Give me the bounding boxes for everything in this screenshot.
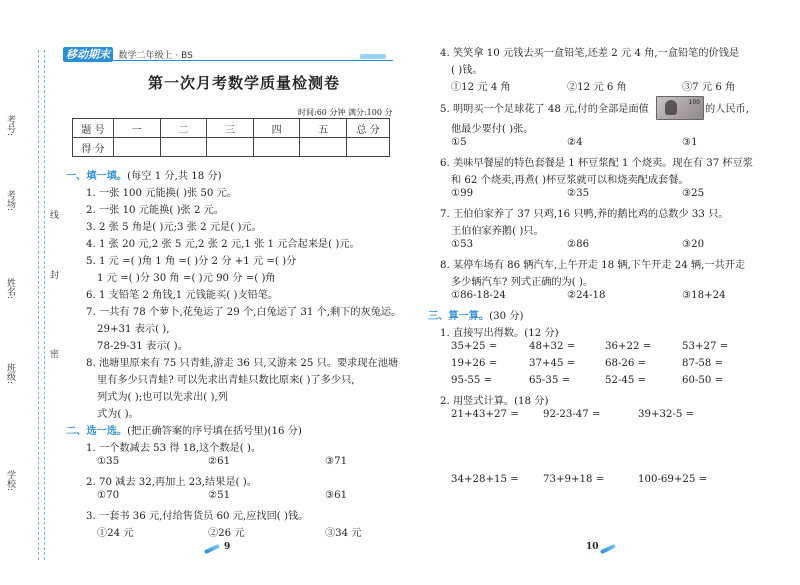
question-line: 王伯伯家养鹅( )只。 <box>451 226 544 237</box>
exam-number-label: 考号: <box>5 115 15 137</box>
question-line: 1. 一个数减去 53 得 18,这个数是( )。 <box>86 443 262 454</box>
part-heading: 1. 直接写出得数。(12 分) <box>440 328 559 339</box>
question-line: 多少辆汽车? 列式正确的为( )。 <box>451 277 594 288</box>
cut-line <box>38 50 39 560</box>
option: ①99 <box>451 188 474 199</box>
option: ③20 <box>682 239 705 250</box>
section-title: 三、算一算。 <box>428 311 490 322</box>
header-rule <box>63 60 393 61</box>
option: ①86-18-24 <box>451 290 506 301</box>
option: ③18+24 <box>682 290 726 301</box>
table-cell: 一 <box>114 119 161 138</box>
book-name: 数学二年级上 · BS <box>118 51 193 61</box>
question-line: 5. 明明买一个足球花了 48 元,付的全部是面值 <box>440 104 649 115</box>
question-line: 2. 一张 10 元能换( )张 2 元。 <box>86 205 225 216</box>
question-line: 8. 某停车场有 86 辆汽车,上午开走 18 辆,下午开走 24 辆,一共开走 <box>440 260 746 271</box>
vertical-calc-item: 100-69+25 = <box>638 474 708 485</box>
score-table <box>72 118 390 157</box>
question-line: 6. 美味早餐屋的特色套餐是 1 杯豆浆配 1 个烧卖。现在有 37 杯豆浆 <box>440 158 753 169</box>
calc-item: 65-35 = <box>529 375 571 386</box>
question-line: 的人民币, <box>705 104 749 115</box>
table-cell: 三 <box>207 119 254 138</box>
exam-room-label: 考场: <box>5 190 15 212</box>
calc-item: 95-55 = <box>451 375 493 386</box>
binding-char-secret: 密 <box>50 350 60 360</box>
section-note: (把正确答案的序号填在括号里)(16 分) <box>127 426 302 437</box>
calc-item: 68-26 = <box>605 358 647 369</box>
table-cell: 二 <box>160 119 207 138</box>
exam-title: 第一次月考数学质量检测卷 <box>148 74 341 92</box>
score-cell[interactable] <box>114 138 161 157</box>
table-cell: 题 号 <box>73 119 114 138</box>
question-line: 式为( )。 <box>97 409 139 420</box>
option: ③61 <box>325 490 348 501</box>
vertical-calc-item: 21+43+27 = <box>451 409 519 420</box>
score-cell[interactable] <box>253 138 300 157</box>
score-cell[interactable] <box>300 138 347 157</box>
table-cell: 得 分 <box>73 138 114 157</box>
option: ②86 <box>567 239 590 250</box>
option: ②51 <box>208 490 231 501</box>
page-number-right: 10 <box>586 542 599 552</box>
calc-item: 35+25 = <box>451 341 498 352</box>
part-heading: 2. 用竖式计算。(18 分) <box>440 396 549 407</box>
section-3-heading <box>428 307 523 322</box>
option: ③25 <box>682 188 705 199</box>
section-1-heading <box>66 167 222 182</box>
binding-char-seal: 封 <box>50 271 60 281</box>
option: ①24 元 <box>97 528 134 539</box>
table-cell: 四 <box>253 119 300 138</box>
vertical-calc-item: 92-23-47 = <box>543 409 601 420</box>
binding-margin <box>0 0 62 585</box>
question-line: 2. 70 减去 32,再加上 23,结果是( )。 <box>86 477 257 488</box>
section-title: 二、选一选。 <box>66 426 128 437</box>
question-line: 4. 1 张 20 元,2 张 5 元,2 张 2 元,1 张 1 元合起来是( )元。 <box>86 239 360 250</box>
calc-item: 52-45 = <box>605 375 647 386</box>
option: ②61 <box>208 456 231 467</box>
brand-name: 移动期末 <box>63 47 113 62</box>
question-line: 7. 王伯伯家养了 37 只鸡,16 只鸭,养的鹅比鸡的总数少 33 只。 <box>440 209 729 220</box>
section-2-heading <box>66 422 302 437</box>
option: ②35 <box>567 188 590 199</box>
calc-item: 48+32 = <box>529 341 576 352</box>
score-cell[interactable] <box>160 138 207 157</box>
option: ②24-18 <box>567 290 606 301</box>
calc-item: 53+27 = <box>682 341 729 352</box>
vertical-calc-item: 73+9+18 = <box>543 474 605 485</box>
section-note: (每空 1 分,共 18 分) <box>127 171 222 182</box>
exam-meta: 时间:60 分钟 满分:100 分 <box>298 108 393 117</box>
option: ①5 <box>451 137 467 148</box>
option: ②4 <box>567 137 583 148</box>
option: ②26 元 <box>208 528 245 539</box>
option: ①70 <box>97 490 120 501</box>
question-line: 里有多少只青蛙? 可以先求出青蛙只数比原来( )了多少只, <box>97 375 355 386</box>
question-line: 5. 1 元 =( )角 1 角 =( )分 2 分 +1 元 =( )分 <box>86 256 297 267</box>
question-line: ( )钱。 <box>451 65 483 76</box>
calc-item: 87-58 = <box>682 358 724 369</box>
option: ①53 <box>451 239 474 250</box>
header-tag <box>360 54 386 59</box>
option: ③71 <box>325 456 348 467</box>
question-line: 7. 一共有 78 个萝卜,花兔运了 29 个,白兔运了 31 个,剩下的灰兔运。 <box>86 307 402 318</box>
question-line: 1. 一张 100 元能换( )张 50 元。 <box>86 188 238 199</box>
question-line: 1 元 =( )分 30 角 =( )元 90 分 =( )角 <box>97 273 276 284</box>
page-number-left: 9 <box>224 542 231 552</box>
option: ①12 元 4 角 <box>451 82 511 93</box>
question-line: 29+31 表示( ), <box>97 324 170 335</box>
question-line: 和 62 个烧卖,再煮( )杯豆浆就可以和烧卖配成套餐。 <box>451 175 689 186</box>
section-note: (30 分) <box>489 311 524 322</box>
option: ③1 <box>682 137 698 148</box>
question-line: 3. 一套书 36 元,付给售货员 60 元,应找回( )钱。 <box>86 511 309 522</box>
banknote-value: 100 <box>688 99 700 106</box>
table-cell: 总 分 <box>347 119 390 138</box>
pen-icon <box>204 544 220 554</box>
section-title: 一、填一填。 <box>66 171 128 182</box>
binding-char-line: 线 <box>50 211 60 221</box>
score-cell[interactable] <box>347 138 390 157</box>
option: ②12 元 6 角 <box>567 82 627 93</box>
calc-item: 19+26 = <box>451 358 498 369</box>
table-cell: 五 <box>300 119 347 138</box>
calc-item: 37+45 = <box>529 358 576 369</box>
question-line: 6. 1 支铅笔 2 角钱,1 元钱能买( )支铅笔。 <box>86 290 279 301</box>
option: ③7 元 6 角 <box>682 82 736 93</box>
score-table-header-row <box>73 119 390 138</box>
name-label: 姓名: <box>5 278 15 300</box>
banknote-image <box>656 96 704 120</box>
option: ③34 元 <box>325 528 362 539</box>
question-line: 8. 池塘里原来有 75 只青蛙,游走 36 只,又游来 25 只。要求现在池塘 <box>86 358 399 369</box>
question-line: 4. 笑笑拿 10 元钱去买一盒铅笔,还差 2 元 4 角,一盒铅笔的价钱是 <box>440 48 740 59</box>
score-table-score-row <box>73 138 390 157</box>
calc-item: 60-50 = <box>682 375 724 386</box>
option: ①35 <box>97 456 120 467</box>
question-line: 他最少要付( )张。 <box>451 124 534 135</box>
class-label: 班级: <box>5 363 15 385</box>
vertical-calc-item: 34+28+15 = <box>451 474 519 485</box>
question-line: 列式为( );也可以先求出( ),列 <box>97 392 228 403</box>
calc-item: 36+22 = <box>605 341 652 352</box>
question-line: 78-29-31 表示( )。 <box>97 341 188 352</box>
vertical-calc-item: 39+32-5 = <box>638 409 695 420</box>
question-line: 3. 2 张 5 角是( )元;3 张 2 元是( )元。 <box>86 222 262 233</box>
cut-line <box>44 50 45 560</box>
portrait-icon <box>665 100 677 115</box>
pen-icon <box>600 544 616 554</box>
score-cell[interactable] <box>207 138 254 157</box>
school-label: 学校: <box>5 470 15 492</box>
